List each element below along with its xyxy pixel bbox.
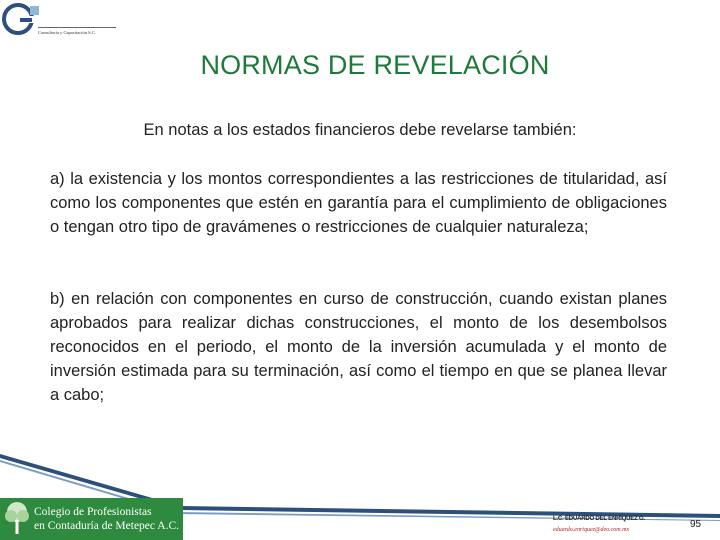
header-logo bbox=[2, 2, 117, 42]
tree-icon bbox=[2, 500, 32, 538]
college-name-line2: en Contaduría de Metepec A.C. bbox=[34, 520, 179, 532]
paragraph-b: b) en relación con componentes en curso de construcción, cuando existan planes aprobados para realizar dichas construcciones, el monto de los desembolsos reconocidos en el periodo, el monto de la inversión acumulada y el monto de inversión estimada para su terminación, así como el tiempo en que se planea llevar a cabo; bbox=[50, 290, 667, 404]
slide-title: NORMAS DE REVELACIÓN bbox=[200, 50, 550, 80]
college-name-line1: Colegio de Profesionistas bbox=[34, 506, 152, 518]
page-number: 95 bbox=[690, 519, 702, 530]
college-logo bbox=[0, 498, 183, 540]
author-name: L.C. EDUARDO DEL ENRÍQUEZ G. bbox=[553, 516, 645, 522]
logo-rule bbox=[38, 27, 116, 28]
g-logo-icon bbox=[2, 2, 42, 38]
slide-intro: En notas a los estados financieros debe revelarse también: bbox=[143, 121, 577, 139]
logo-tagline: Consultoría y Capacitación S.C. bbox=[38, 30, 96, 35]
paragraph-a: a) la existencia y los montos correspondientes a las restricciones de titularidad, así como los componentes que estén en garantía para el cumplimiento de obligaciones o tengan otro tipo de gravámenes o restricciones de cualquier naturaleza; bbox=[50, 170, 667, 236]
author-email: eduardo.enriquez@deo.com.mx bbox=[553, 527, 630, 533]
